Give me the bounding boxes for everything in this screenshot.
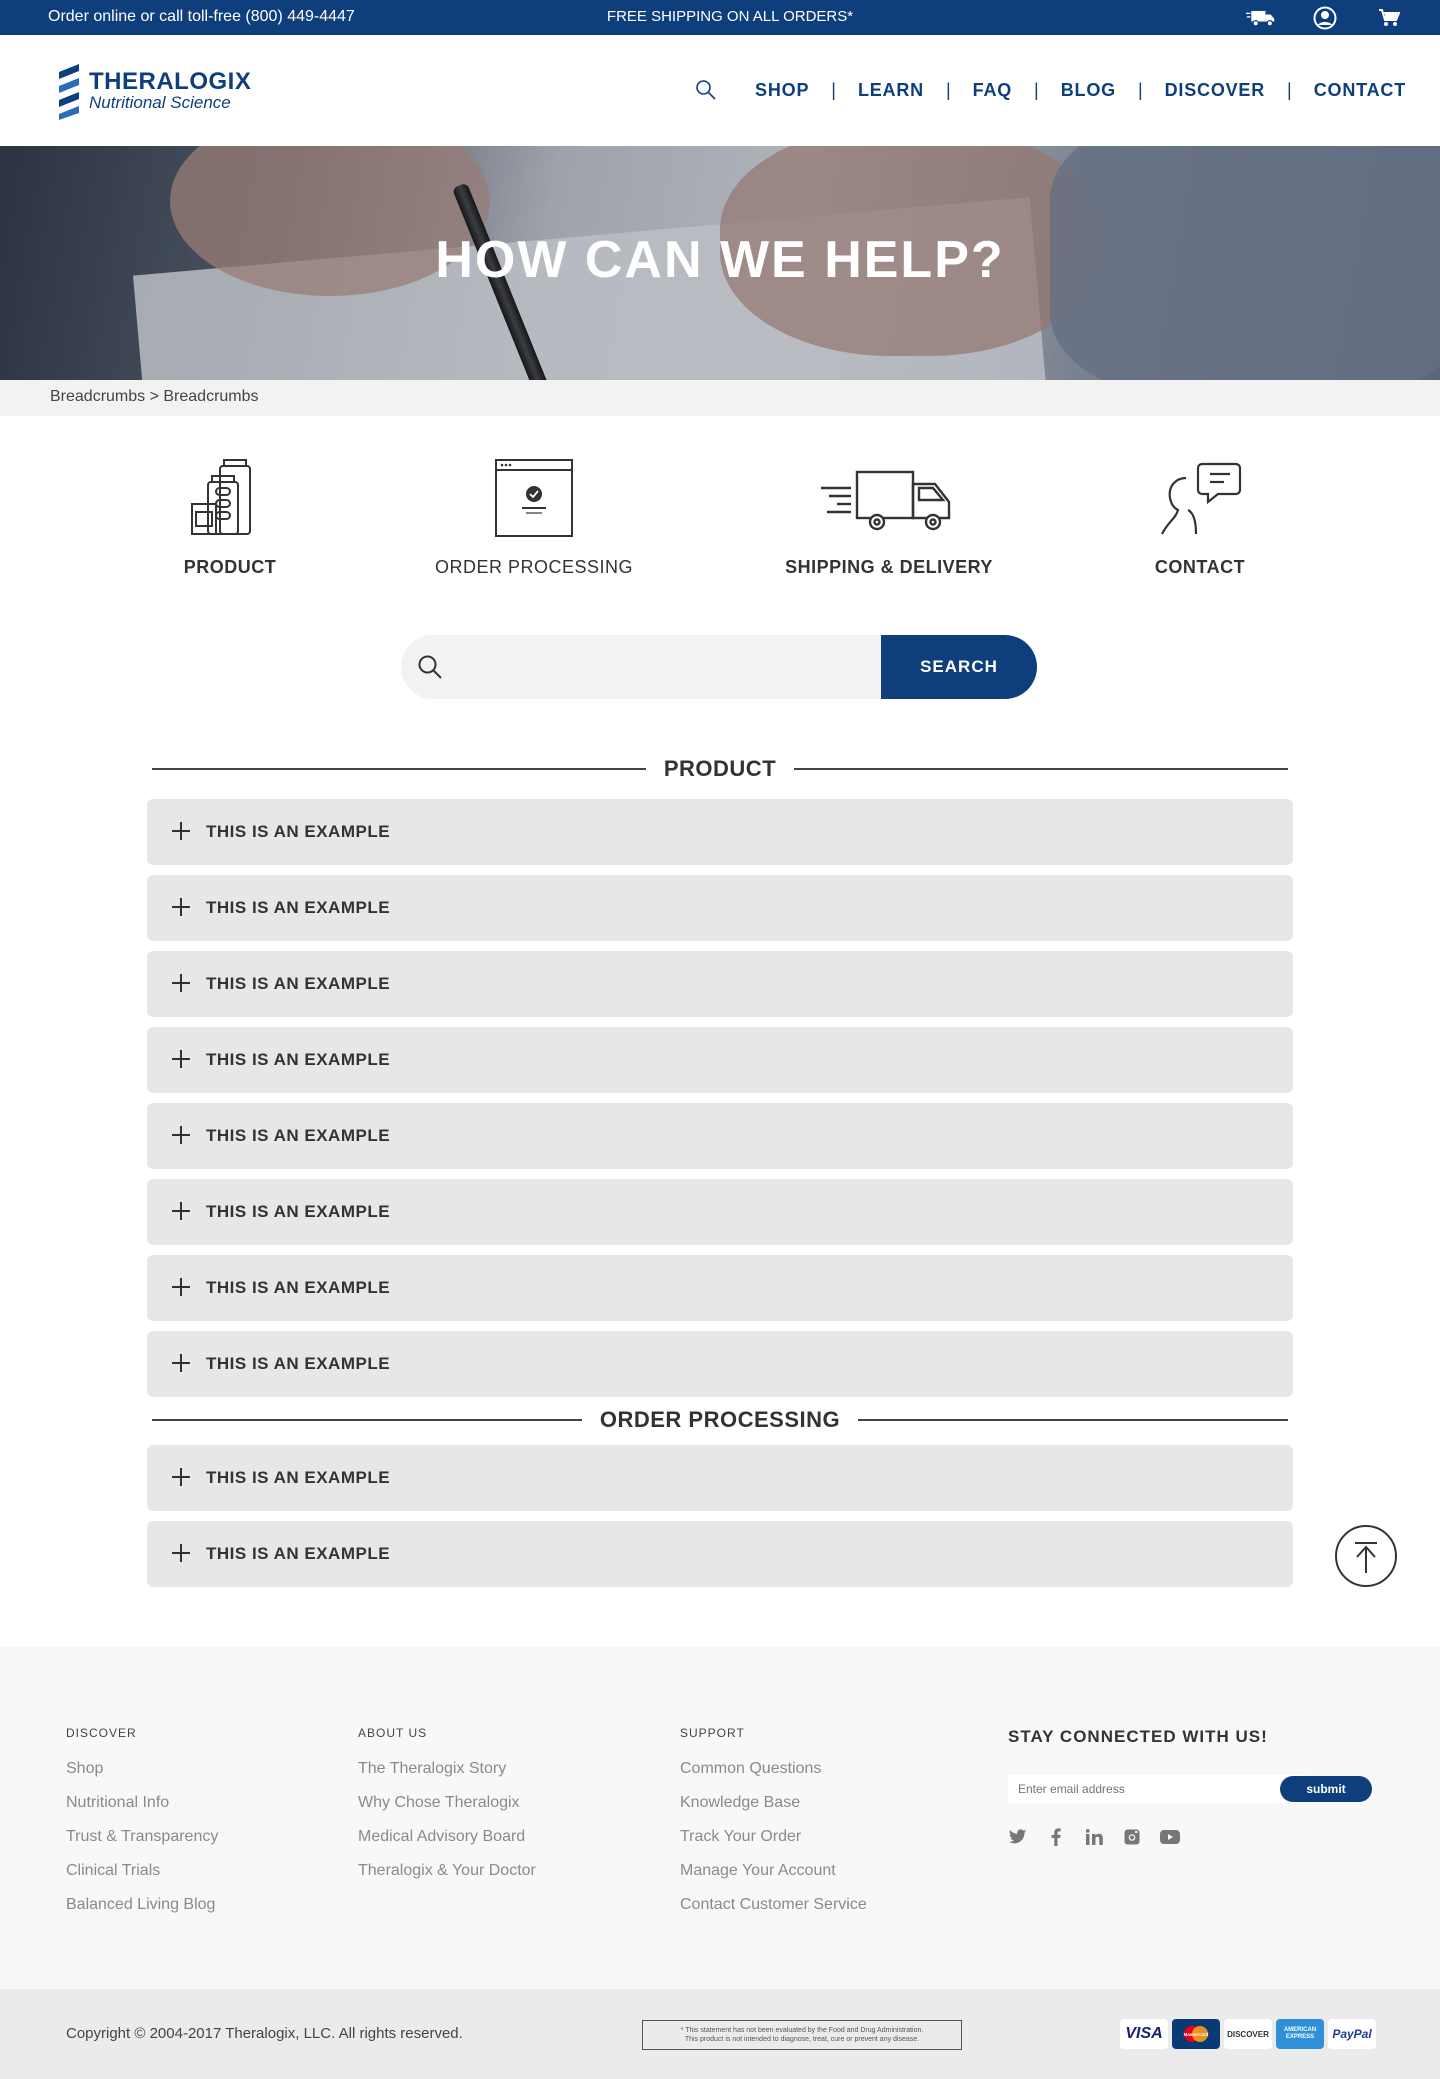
- arrow-up-icon: [1337, 1527, 1395, 1585]
- payment-methods: [1120, 2019, 1376, 2049]
- nav-learn[interactable]: LEARN: [857, 79, 924, 100]
- hero-banner: [0, 146, 1440, 380]
- instagram-icon[interactable]: [1122, 1827, 1142, 1847]
- site-header: [0, 35, 1440, 146]
- footer-support: [680, 1726, 867, 1930]
- footer-link[interactable]: Nutritional Info: [66, 1794, 170, 1811]
- faq-item-title: THIS IS AN EXAMPLE: [206, 1354, 391, 1373]
- footer-link[interactable]: Common Questions: [680, 1760, 822, 1777]
- nav-blog[interactable]: BLOG: [1060, 79, 1116, 100]
- plus-icon: [171, 1201, 191, 1221]
- theralogix-logo[interactable]: [55, 62, 251, 120]
- footer-link[interactable]: Shop: [66, 1760, 104, 1777]
- faq-item[interactable]: [147, 951, 1293, 1017]
- faq-item-title: THIS IS AN EXAMPLE: [206, 898, 391, 917]
- plus-icon: [171, 897, 191, 917]
- footer-link[interactable]: The Theralogix Story: [358, 1760, 507, 1777]
- footer-about: [358, 1726, 536, 1896]
- category-product[interactable]: [160, 458, 300, 578]
- facebook-icon[interactable]: [1046, 1827, 1066, 1847]
- section-title-text: ORDER PROCESSING: [599, 1407, 841, 1432]
- section-title-text: PRODUCT: [663, 756, 777, 781]
- footer-link[interactable]: Clinical Trials: [66, 1862, 161, 1879]
- faq-item-title: THIS IS AN EXAMPLE: [206, 974, 391, 993]
- footer-link[interactable]: Trust & Transparency: [66, 1828, 219, 1845]
- faq-item-title: THIS IS AN EXAMPLE: [206, 1468, 391, 1487]
- category-order-processing[interactable]: [434, 458, 634, 578]
- footer-link[interactable]: Theralogix & Your Doctor: [358, 1862, 536, 1879]
- fda-disclaimer-line: * This statement has not been evaluated by the Food and Drug Administration.: [680, 2027, 924, 2034]
- twitter-icon[interactable]: [1008, 1827, 1028, 1847]
- paypal-icon: PayPal: [1328, 2019, 1376, 2049]
- mastercard-icon: [1172, 2019, 1220, 2049]
- footer-link[interactable]: Why Chose Theralogix: [358, 1794, 520, 1811]
- helix-logo-icon: [55, 62, 83, 120]
- plus-icon: [171, 1049, 191, 1069]
- discover-card-icon: DISCOVER: [1224, 2019, 1272, 2049]
- faq-item[interactable]: [147, 1179, 1293, 1245]
- main-nav: [695, 79, 1406, 101]
- newsletter-signup: [1008, 1727, 1378, 1847]
- order-window-icon: [494, 458, 574, 538]
- fda-disclaimer-line: This product is not intended to diagnose, treat, cure or prevent any disease.: [684, 2036, 920, 2043]
- mastercard-label: MasterCard: [1183, 2032, 1209, 2037]
- category-label: CONTACT: [1154, 557, 1246, 577]
- plus-icon: [171, 821, 191, 841]
- fda-disclaimer: [642, 2020, 962, 2050]
- footer-link[interactable]: Medical Advisory Board: [358, 1828, 526, 1845]
- category-label: ORDER PROCESSING: [434, 557, 634, 577]
- faq-item[interactable]: [147, 1103, 1293, 1169]
- newsletter-heading: STAY CONNECTED WITH US!: [1008, 1727, 1268, 1746]
- nav-faq[interactable]: FAQ: [972, 79, 1013, 100]
- footer-heading: ABOUT US: [358, 1726, 428, 1740]
- newsletter-email-input[interactable]: [1008, 1775, 1308, 1803]
- faq-item[interactable]: [147, 1027, 1293, 1093]
- logo-subtitle: Nutritional Science: [89, 93, 231, 112]
- faq-item[interactable]: [147, 1255, 1293, 1321]
- newsletter-submit-button[interactable]: submit: [1280, 1776, 1372, 1802]
- nav-separator: |: [945, 79, 951, 100]
- visa-icon: VISA: [1120, 2019, 1168, 2049]
- section-title-order-processing: [152, 1405, 1288, 1435]
- product-bottles-icon: [190, 458, 270, 538]
- nav-separator: |: [1287, 79, 1292, 100]
- footer-heading: DISCOVER: [66, 1726, 137, 1740]
- top-bar: [0, 0, 1440, 35]
- category-label: SHIPPING & DELIVERY: [785, 557, 993, 577]
- footer-link[interactable]: Manage Your Account: [680, 1862, 836, 1879]
- nav-separator: |: [1137, 79, 1143, 100]
- phone-text: Order online or call toll-free (800) 449-4447: [48, 8, 355, 25]
- footer-link[interactable]: Track Your Order: [680, 1828, 802, 1845]
- logo-name: THERALOGIX: [89, 68, 252, 95]
- back-to-top-button[interactable]: [1335, 1525, 1397, 1587]
- plus-icon: [171, 973, 191, 993]
- plus-icon: [171, 1277, 191, 1297]
- footer-link[interactable]: Contact Customer Service: [680, 1896, 867, 1913]
- faq-item-title: THIS IS AN EXAMPLE: [206, 1050, 391, 1069]
- nav-separator: |: [831, 79, 836, 100]
- plus-icon: [171, 1353, 191, 1373]
- hero-title: HOW CAN WE HELP?: [435, 231, 1005, 289]
- nav-discover[interactable]: DISCOVER: [1164, 79, 1266, 100]
- faq-item[interactable]: [147, 1445, 1293, 1511]
- faq-item[interactable]: [147, 1521, 1293, 1587]
- faq-item[interactable]: [147, 1331, 1293, 1397]
- plus-icon: [171, 1543, 191, 1563]
- nav-contact[interactable]: CONTACT: [1313, 79, 1406, 100]
- faq-item[interactable]: [147, 799, 1293, 865]
- contact-chat-icon: [1158, 458, 1242, 538]
- search-input[interactable]: [457, 635, 867, 699]
- free-shipping-text: FREE SHIPPING ON ALL ORDERS*: [606, 8, 854, 25]
- account-icon[interactable]: [1310, 6, 1340, 30]
- faq-item-title: THIS IS AN EXAMPLE: [206, 1544, 391, 1563]
- truck-icon[interactable]: [1246, 6, 1276, 30]
- footer-heading: SUPPORT: [680, 1726, 745, 1740]
- youtube-icon[interactable]: [1160, 1827, 1180, 1847]
- faq-item-title: THIS IS AN EXAMPLE: [206, 1126, 391, 1145]
- delivery-truck-icon: [819, 458, 959, 538]
- search-field-wrapper: [401, 635, 881, 699]
- footer-bottom-bar: [0, 1989, 1440, 2079]
- faq-item[interactable]: [147, 875, 1293, 941]
- cart-icon[interactable]: [1374, 6, 1404, 30]
- nav-separator: |: [1034, 79, 1039, 100]
- category-contact[interactable]: [1140, 458, 1260, 578]
- social-links: [1008, 1827, 1378, 1847]
- site-footer: [0, 1647, 1440, 1989]
- faq-item-title: THIS IS AN EXAMPLE: [206, 822, 391, 841]
- footer-link[interactable]: Knowledge Base: [680, 1794, 801, 1811]
- category-shipping-delivery[interactable]: [782, 458, 996, 578]
- nav-shop[interactable]: SHOP: [755, 79, 810, 100]
- footer-discover: [66, 1726, 218, 1930]
- search-icon: [417, 654, 443, 685]
- plus-icon: [171, 1467, 191, 1487]
- faq-search: [401, 635, 1037, 699]
- category-label: PRODUCT: [183, 557, 277, 577]
- breadcrumb[interactable]: Breadcrumbs > Breadcrumbs: [0, 380, 1440, 416]
- faq-item-title: THIS IS AN EXAMPLE: [206, 1278, 391, 1297]
- section-title-product: [152, 754, 1288, 784]
- search-button[interactable]: SEARCH: [881, 635, 1037, 699]
- plus-icon: [171, 1125, 191, 1145]
- search-icon[interactable]: [695, 79, 717, 101]
- linkedin-icon[interactable]: [1084, 1827, 1104, 1847]
- amex-icon: AMERICAN EXPRESS: [1276, 2019, 1324, 2049]
- faq-item-title: THIS IS AN EXAMPLE: [206, 1202, 391, 1221]
- footer-link[interactable]: Balanced Living Blog: [66, 1896, 216, 1913]
- copyright-text: Copyright © 2004-2017 Theralogix, LLC. All rights reserved.: [66, 2025, 463, 2042]
